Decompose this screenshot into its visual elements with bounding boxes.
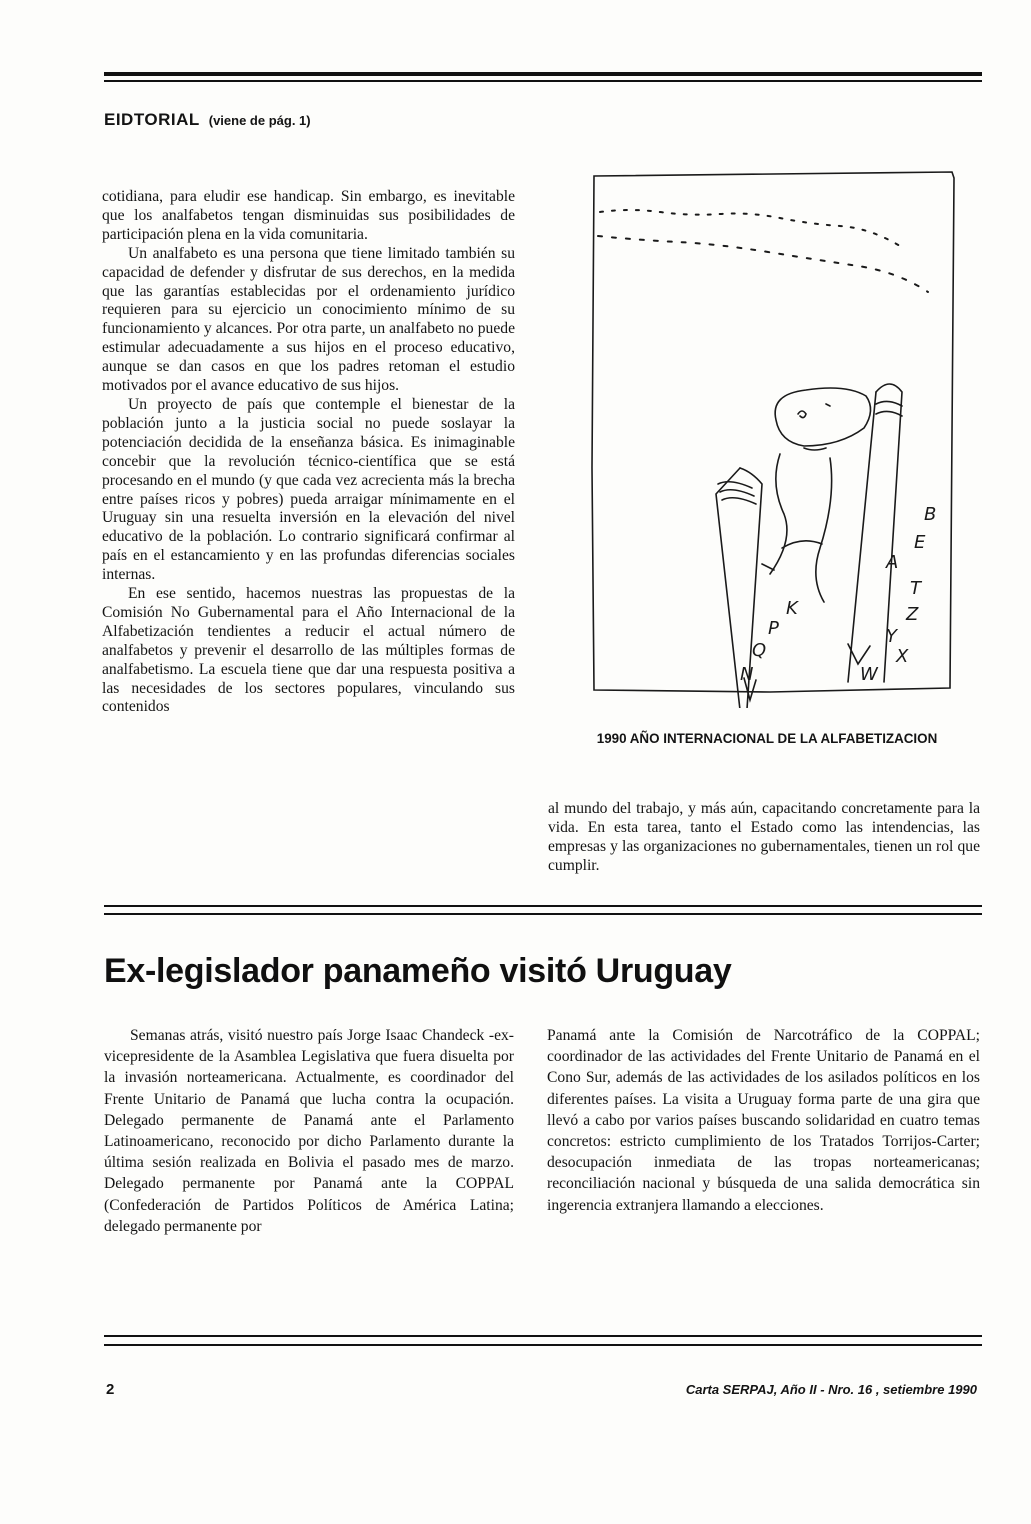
editorial-paragraph: En ese sentido, hacemos nuestras las propuestas de la Comisión No Gubernamental para el Año Internacional de la Alfabetización tendientes a reducir el actual número de analfabetos y prevenir el desarrollo de las múltiples formas de analfabetismo. La escuela tiene que dar una respuesta positiva a las necesidades de los sectores populares, vinculando sus contenidos (102, 585, 515, 716)
face-icon (775, 388, 870, 446)
drawing-letter: B (924, 504, 937, 525)
top-rule (104, 72, 982, 76)
pencils-drawing (590, 168, 958, 708)
drawing-letter: Y (886, 626, 897, 647)
editorial-column-2 (548, 800, 980, 876)
section-rule (104, 913, 982, 915)
editorial-paragraph: Un analfabeto es una persona que tiene limitado también su capacidad de defender y disfrutar de sus derechos, en la medida que las garantías establecidas por el ordenamiento jurídico requieren para su ejercicio un conocimiento mínimo de su funcionamiento y alcances. Por otra parte, un analfabeto no puede estimular adecuadamente a sus hijos en el proceso educativo, aunque se dan casos en que los padres retoman el estudio motivados por el avance educativo de sus hijos. (102, 244, 515, 395)
article-column-1 (104, 1025, 514, 1237)
publication-info: Carta SERPAJ, Año II - Nro. 16 , setiembre 1990 (685, 1382, 977, 1397)
drawing-letter: K (786, 598, 798, 619)
drawing-letter: P (768, 618, 779, 639)
drawing-letter: T (910, 578, 921, 599)
article-column-2 (547, 1025, 980, 1216)
editorial-column-1 (102, 188, 515, 717)
drawing-letter: X (896, 646, 909, 667)
section-title: EIDTORIAL (104, 110, 200, 129)
continued-note: (viene de pág. 1) (208, 113, 311, 128)
article-paragraph: Panamá ante la Comisión de Narcotráfico de la COPPAL; coordinador de las actividades del Frente Unitario de Panamá en el Cono Sur, además de las actividades de los asilados políticos en los diferentes países. La visita a Uruguay forma parte de una gira que llevó a cabo por varios países buscando solidaridad en cuatro temas concretos: estricto cumplimiento de los Tratados Torrijos-Carter; desocupación inmediata de las tropas norteamericanas; reconciliación nacional y búsqueda de una salida democrática sin ingerencia extranjera llamando a elecciones. (547, 1027, 980, 1214)
editorial-paragraph: al mundo del trabajo, y más aún, capacitando concretamente para la vida. En esta tarea, tanto el Estado como las intendencias, las empresas y las organizaciones no gubernamentales, tienen un rol que cumplir. (548, 800, 980, 874)
editorial-paragraph: Un proyecto de país que contemple el bienestar de la población junto a la justicia social no puede soslayar la potenciación decidida de la enseñanza básica. Es inimaginable concebir que la revolución técnico-científica que se está procesando en el mundo (y que cada vez acrecienta más la brecha entre países ricos y pobres) pueda arraigar mínimamente en el Uruguay sin una resuelta inversión en la elevación del nivel educativo de la población. Lo contrario significará confirmar al país en el estancamiento y en las profundas diferencias sociales internas. (102, 395, 515, 584)
article-headline: Ex-legislador panameño visitó Uruguay (104, 952, 732, 990)
drawing-letter: N (740, 664, 754, 685)
figure-caption: 1990 AÑO INTERNACIONAL DE LA ALFABETIZACION (596, 731, 938, 746)
bottom-rule (104, 1344, 982, 1346)
literacy-illustration (590, 168, 958, 708)
section-rule (104, 905, 982, 907)
bottom-rule (104, 1335, 982, 1337)
drawing-letter: Q (752, 640, 767, 661)
drawing-letter: W (860, 664, 878, 685)
drawing-letter: Z (906, 604, 919, 625)
top-rule-thin (104, 80, 982, 82)
drawing-letter: A (886, 552, 899, 573)
section-header (104, 110, 311, 130)
drawing-letter: E (914, 532, 926, 553)
article-paragraph: Semanas atrás, visitó nuestro país Jorge Isaac Chandeck -ex-vicepresidente de la Asamblea Legislativa que fuera disuelta por la invasión norteamericana. Actualmente, es coordinador del Frente Unitario de Panamá que lucha contra la ocupación. Delegado permanente de Panamá ante el Parlamento Latinoamericano, reconocido por dicho Parlamento durante la última sesión realizada en Bolivia el pasado mes de marzo. Delegado permanente por Panamá ante la COPPAL (Confederación de Partidos Políticos de América Latina; delegado permanente por (104, 1027, 514, 1235)
page-number: 2 (106, 1381, 115, 1398)
editorial-paragraph: cotidiana, para eludir ese handicap. Sin embargo, es inevitable que los analfabetos tengan disminuidas sus posibilidades de participación plena en la vida comunitaria. (102, 188, 515, 243)
